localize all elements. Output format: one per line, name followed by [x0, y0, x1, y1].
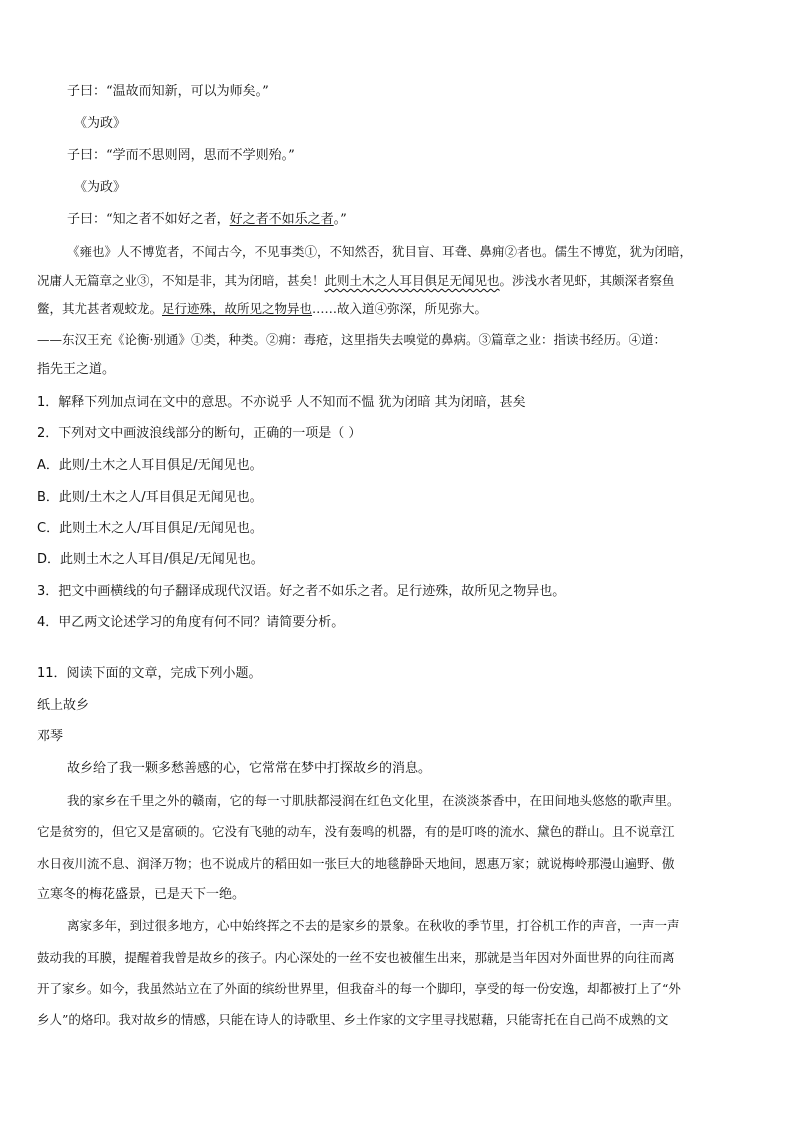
yi-line-3-underlined: 足行迹殊，故所见之物异也: [162, 301, 313, 316]
yi-line-2-a: 况庸人无篇章之业③，不知是非，其为闭暗，甚矣！: [37, 273, 325, 288]
article-para-3-line-4: 乡人”的烙印。我对故乡的情感，只能在诗人的诗歌里、乡土作家的文字里寻找慰藉，只能寄托在自己尚不成熟的文: [37, 1012, 669, 1027]
article-para-2-line-3: 水日夜川流不息、润泽万物；也不说成片的稻田如一张巨大的地毯静卧天地间，恩惠万家；就说梅岭那漫山遍野、傲: [37, 856, 675, 871]
option-a: A．此则/土木之人耳目俱足/无闻见也。: [37, 458, 263, 473]
yi-line-2-wavy: 此则土木之人耳目俱足无闻见也: [324, 273, 500, 288]
yi-para-line-2: [37, 273, 675, 289]
article-para-3-line-1: 离家多年，到过很多地方，心中始终挥之不去的是家乡的景象。在秋收的季节里，打谷机工作的声音，一声一声: [67, 918, 680, 933]
option-d: D．此则土木之人耳目/俱足/无闻见也。: [37, 552, 264, 567]
yi-line-2-c: 。涉浅水者见虾，其颇深者察鱼: [499, 273, 675, 288]
yi-para-line-1: 《雍也》人不博览者，不闻古今，不见事类①，不知然否，犹目盲、耳聋、鼻痈②者也。儒生不博览，犹为闭暗，: [67, 244, 693, 259]
question-1: 1．解释下列加点词在文中的意思。不亦说乎 人不知而不愠 犹为闭暗 其为闭暗，甚矣: [37, 395, 526, 410]
yi-line-3-c: ……故入道④弥深，所见弥大。: [312, 301, 488, 316]
jia-line-3-a: 子曰：“知之者不如好之者，: [67, 212, 230, 227]
article-para-3-line-2: 鼓动我的耳膜，提醒着我曾是故乡的孩子。内心深处的一丝不安也被催生出来，那就是当年因对外面世界的向往而离: [37, 950, 675, 965]
section-11-heading: 11．阅读下面的文章，完成下列小题。: [37, 666, 262, 681]
yi-para-line-3: [37, 301, 487, 317]
article-para-3-line-3: 开了家乡。如今，我虽然站立在了外面的缤纷世界里，但我奋斗的每一个脚印，享受的每一份安逸，却都被打上了“外: [37, 981, 681, 996]
option-b: B．此则/土木之人/耳目俱足无闻见也。: [37, 490, 263, 505]
jia-line-3-underlined: 好之者不如乐之者: [229, 212, 334, 227]
article-para-2-line-4: 立寒冬的梅花盛景，已是天下一绝。: [37, 887, 246, 902]
question-2: 2．下列对文中画波浪线部分的断句，正确的一项是（ ）: [37, 426, 362, 441]
jia-line-1: 子曰：“温故而知新，可以为师矣。”: [67, 84, 269, 99]
question-3: 3．把文中画横线的句子翻译成现代汉语。好之者不如乐之者。足行迹殊，故所见之物异也。: [37, 584, 566, 599]
jia-line-3: [67, 212, 347, 228]
option-c: C．此则土木之人/耳目俱足/无闻见也。: [37, 521, 263, 536]
question-4: 4．甲乙两文论述学习的角度有何不同？请简要分析。: [37, 615, 345, 630]
jia-line-3-c: 。”: [333, 212, 347, 227]
article-para-2-line-1: 我的家乡在千里之外的赣南，它的每一寸肌肤都浸润在红色文化里，在淡淡茶香中，在田间地头悠悠的歌声里。: [67, 793, 680, 808]
article-title: 纸上故乡: [37, 698, 90, 713]
article-author: 邓琴: [37, 729, 64, 744]
article-para-2-line-2: 它是贫穷的，但它又是富硕的。它没有飞驰的动车，没有轰鸣的机器，有的是叮咚的流水、黛色的群山。且不说章江: [37, 824, 675, 839]
jia-source-1: 《为政》: [74, 116, 127, 131]
yi-line-3-a: 鳖，其尤甚者观蛟龙。: [37, 301, 163, 316]
article-para-1: 故乡给了我一颗多愁善感的心，它常常在梦中打探故乡的消息。: [67, 761, 432, 776]
jia-line-2: 子曰：“学而不思则罔，思而不学则殆。”: [67, 148, 295, 163]
yi-source-line-2: 指先王之道。: [37, 362, 116, 377]
yi-source-line-1: ——东汉王充《论衡·别通》①类，种类。②痈：毒疮，这里指失去嗅觉的鼻病。③篇章之业：指读书经历。④道：: [37, 332, 666, 347]
jia-source-2: 《为政》: [74, 180, 127, 195]
